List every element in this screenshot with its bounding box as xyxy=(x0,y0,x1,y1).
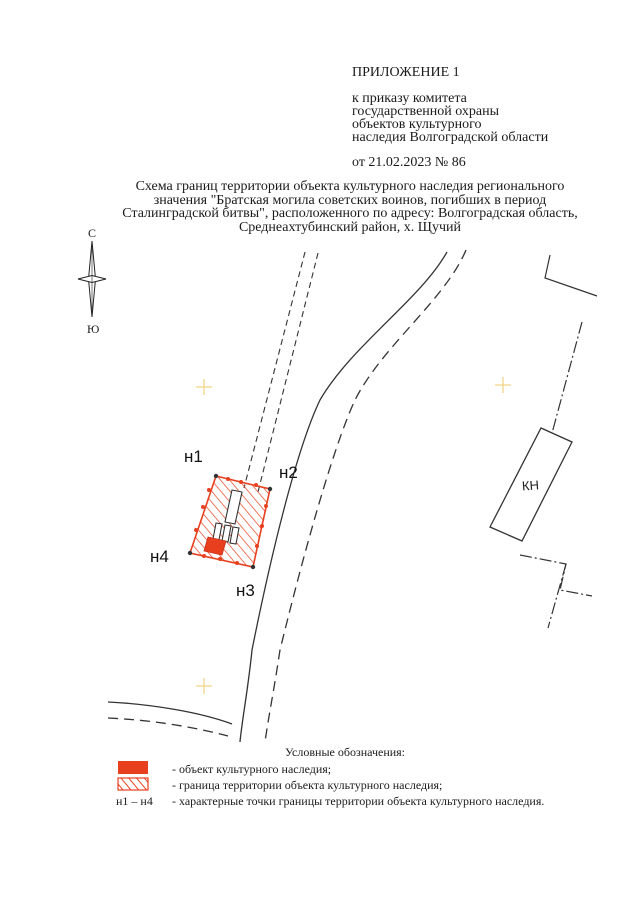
point-label-n3: н3 xyxy=(236,581,255,600)
compass-south-label: Ю xyxy=(87,322,100,336)
dashed-track xyxy=(244,252,318,492)
legend-item-points: - характерные точки границы территории объекта культурного наследия. xyxy=(172,794,545,808)
compass-north-label: С xyxy=(88,226,97,240)
order-line-1: к приказу комитета xyxy=(352,91,467,106)
kn-building-label: КН xyxy=(521,477,540,494)
appendix-title: ПРИЛОЖЕНИЕ 1 xyxy=(352,65,460,80)
order-line-2: государственной охраны xyxy=(352,104,500,119)
title-line-1: Схема границ территории объекта культурного наследия регионального xyxy=(135,179,565,194)
legend-boundary-swatch xyxy=(118,778,148,790)
legend-points-symbol: н1 – н4 xyxy=(116,794,153,808)
order-line-4: наследия Волгоградской области xyxy=(352,130,549,145)
title-line-4: Среднеахтубинский район, х. Щучий xyxy=(238,219,462,235)
point-label-n4: н4 xyxy=(150,547,169,566)
legend-item-object: - объект культурного наследия; xyxy=(172,762,332,776)
title-line-3: Сталинградской битвы", расположенного по адресу: Волгоградская область, xyxy=(122,206,578,221)
legend-item-boundary: - граница территории объекта культурного наследия; xyxy=(172,778,443,792)
order-date: от 21.02.2023 № 86 xyxy=(352,155,466,170)
point-label-n2: н2 xyxy=(279,463,298,482)
point-label-n1: н1 xyxy=(184,447,203,466)
main-road xyxy=(240,250,466,742)
compass-icon xyxy=(78,241,106,317)
legend-title: Условные обозначения: xyxy=(285,745,406,759)
order-line-3: объектов культурного xyxy=(352,117,482,132)
legend-object-swatch xyxy=(118,761,148,774)
lower-left-road xyxy=(108,702,232,736)
title-line-2: значения "Братская могила советских воинов, погибших в период xyxy=(153,192,547,208)
